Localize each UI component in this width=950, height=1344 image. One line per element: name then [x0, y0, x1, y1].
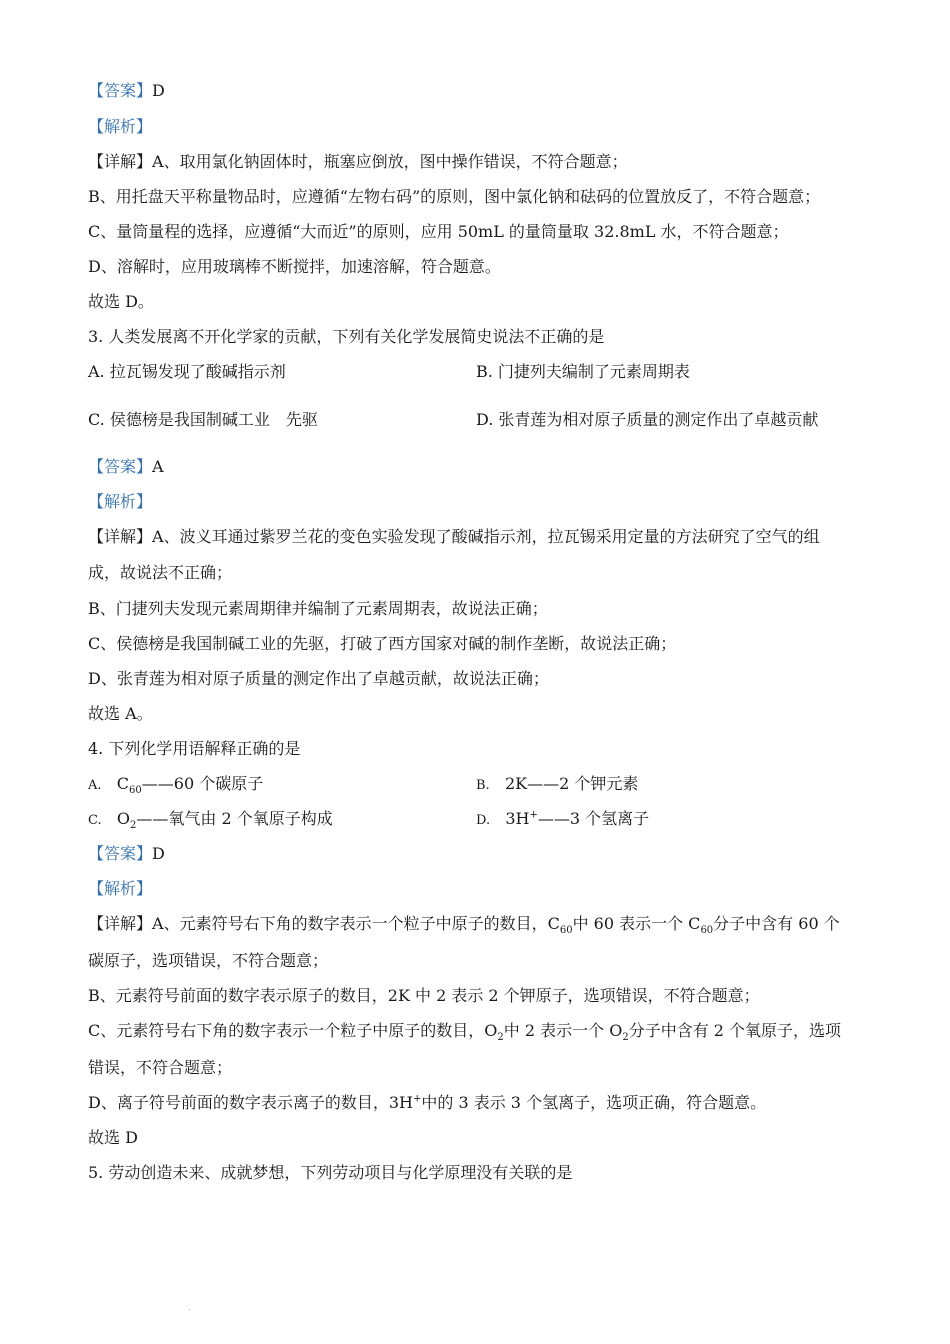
- option-c: C. 侯德榜是我国制碱工业 先驱: [88, 410, 318, 429]
- answer-line: 【答案】D: [88, 81, 165, 100]
- question-stem: 4. 下列化学用语解释正确的是: [88, 739, 301, 758]
- detail-line: B、元素符号前面的数字表示原子的数目，2K 中 2 表示 2 个钾原子，选项错误，不符合题意；: [88, 986, 760, 1005]
- analysis-heading: 【解析】: [88, 117, 153, 136]
- detail-line: D、溶解时，应用玻璃棒不断搅拌，加速溶解，符合题意。: [88, 257, 501, 276]
- detail-line: 碳原子，选项错误，不符合题意；: [88, 951, 329, 970]
- option-d: D. 3H+——3 个氢离子: [476, 809, 650, 828]
- option-a: A. 拉瓦锡发现了酸碱指示剂: [88, 362, 286, 381]
- detail-line: C、侯德榜是我国制碱工业的先驱，打破了西方国家对碱的制作垄断，故说法正确；: [88, 634, 677, 653]
- analysis-heading: 【解析】: [88, 492, 153, 511]
- detail-line: D、张青莲为相对原子质量的测定作出了卓越贡献，故说法正确；: [88, 669, 549, 688]
- detail-line: 【详解】A、波义耳通过紫罗兰花的变色实验发现了酸碱指示剂，拉瓦锡采用定量的方法研究了空气的组: [88, 527, 820, 546]
- answer-line: 【答案】A: [88, 457, 164, 476]
- option-b: B. 门捷列夫编制了元素周期表: [476, 362, 690, 381]
- conclusion-line: 故选 D: [88, 1128, 138, 1147]
- detail-line: 【详解】A、取用氯化钠固体时，瓶塞应倒放，图中操作错误，不符合题意；: [88, 152, 628, 171]
- detail-line: B、用托盘天平称量物品时，应遵循“左物右码”的原则，图中氯化钠和砝码的位置放反了，不符合题意；: [88, 187, 821, 206]
- answer-line: 【答案】D: [88, 844, 165, 863]
- detail-line: 成，故说法不正确；: [88, 563, 233, 582]
- option-d: D. 张青莲为相对原子质量的测定作出了卓越贡献: [476, 410, 819, 429]
- detail-line: C、元素符号右下角的数字表示一个粒子中原子的数目，$O_2$中 2 表示一个 $O_2$分子中含有 2 个氧原子，选项: [88, 1021, 842, 1044]
- detail-line: D、离子符号前面的数字表示离子的数目，3H+中的 3 表示 3 个氢离子，选项正确，符合题意。: [88, 1093, 767, 1112]
- detail-line: 【详解】A、元素符号右下角的数字表示一个粒子中原子的数目，$C_{60}$中 60 表示一个 $C_{60}$分子中含有 60 个: [88, 914, 840, 937]
- conclusion-line: 故选 A。: [88, 704, 153, 723]
- option-c: C. $O_2——$氧气由 2 个氧原子构成: [88, 809, 333, 832]
- question-stem: 5. 劳动创造未来、成就梦想，下列劳动项目与化学原理没有关联的是: [88, 1163, 573, 1182]
- option-b: B. 2K——2 个钾元素: [476, 774, 639, 793]
- analysis-heading: 【解析】: [88, 879, 153, 898]
- detail-line: B、门捷列夫发现元素周期律并编制了元素周期表，故说法正确；: [88, 599, 548, 618]
- option-a: A. $C_{60}——60$ 个碳原子: [88, 774, 264, 797]
- conclusion-line: 故选 D。: [88, 292, 154, 311]
- detail-line: 错误，不符合题意；: [88, 1058, 233, 1077]
- footer-mark: .: [188, 1303, 191, 1312]
- question-stem: 3. 人类发展离不开化学家的贡献，下列有关化学发展简史说法不正确的是: [88, 327, 605, 346]
- detail-line: C、量筒量程的选择，应遵循“大而近”的原则，应用 50mL 的量筒量取 32.8mL 水，不符合题意；: [88, 222, 789, 241]
